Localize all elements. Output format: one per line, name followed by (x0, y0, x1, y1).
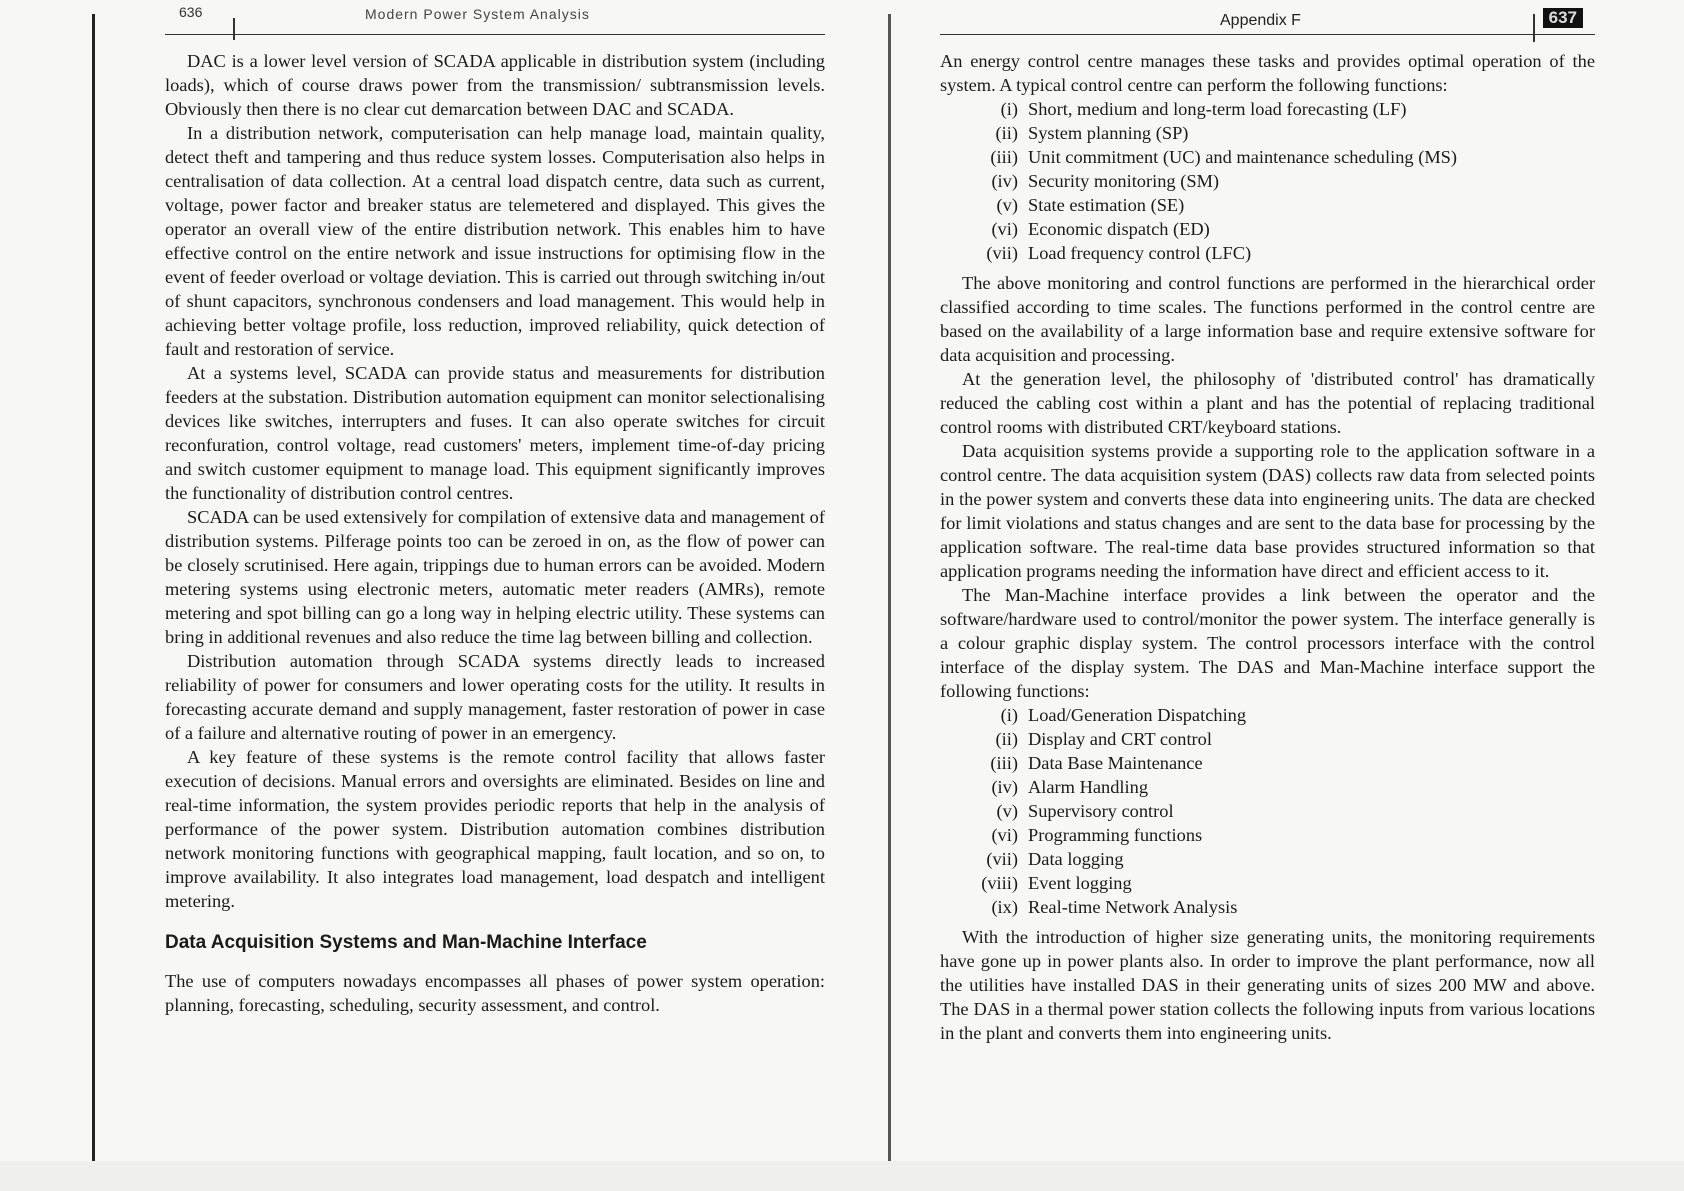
paragraph: In a distribution network, computerisation can help manage load, maintain quality, detect theft and tampering and thus reduce system losses. Computerisation also helps in centralisation of data collection. At a central load dispatch centre, data such as current, voltage, power factor and breaker status are telemetered and displayed. This gives the operator an overall view of the entire distribution network. This enables him to have effective control on the entire network and issue instructions for optimising flow in the event of feeder overload or voltage deviation. This is carried out through switching in/out of shunt capacitors, synchronous condensers and load management. This would help in achieving better voltage profile, loss reduction, improved reliability, quick detection of fault and restoration of service. (165, 123, 825, 359)
right-page (940, 0, 1595, 1191)
paragraph: DAC is a lower level version of SCADA applicable in distribution system (including loads), which of course draws power from the transmission/ subtransmission levels. Obviously then there is no clear cut demarcation between DAC and SCADA. (165, 51, 825, 119)
page-number: 636 (179, 4, 203, 20)
running-head: Modern Power System Analysis (365, 6, 590, 22)
left-page-header (165, 4, 825, 35)
list-item: (vii) Load frequency control (LFC) (986, 243, 1252, 263)
left-page-body (165, 49, 825, 1017)
paragraph: An energy control centre manages these tasks and provides optimal operation of the system. A typical control centre can perform the following functions: (940, 51, 1595, 95)
list-item: (iii) Data Base Maintenance (990, 753, 1203, 773)
list-item: (ii) System planning (SP) (995, 123, 1189, 143)
paragraph: The above monitoring and control functions are performed in the hierarchical order classified according to time scales. The functions performed in the control centre are based on the availability of a large information base and require extensive software for data acquisition and processing. (940, 273, 1595, 365)
das-mmi-functions-list (940, 703, 1595, 919)
list-item: (v) Supervisory control (996, 801, 1174, 821)
paragraph: Distribution automation through SCADA systems directly leads to increased reliability of power for consumers and lower operating costs for the utility. It results in forecasting accurate demand and supply management, faster restoration of power in case of a failure and alternative routing of power in an emergency. (165, 651, 825, 743)
list-item: (iv) Alarm Handling (991, 777, 1149, 797)
paragraph: A key feature of these systems is the remote control facility that allows faster execution of decisions. Manual errors and oversights are eliminated. Besides on line and real-time information, the system provides periodic reports that help in the analysis of performance of the power system. Distribution automation combines distribution network monitoring functions with geographical mapping, fault location, and so on, to improve availability. It also integrates load management, load despatch and intelligent metering. (165, 747, 825, 911)
list-item: (i) Load/Generation Dispatching (1000, 705, 1247, 725)
page-edge (92, 14, 95, 1162)
list-item: (vi) Programming functions (991, 825, 1203, 845)
list-item: (v) State estimation (SE) (996, 195, 1185, 215)
right-page-body (940, 49, 1595, 1045)
paragraph: The use of computers nowadays encompasses all phases of power system operation: planning, forecasting, scheduling, security assessment, and control. (165, 971, 825, 1015)
list-item: (iii) Unit commitment (UC) and maintenance scheduling (MS) (990, 147, 1458, 167)
list-item: (ii) Display and CRT control (995, 729, 1212, 749)
page-number: 637 (1543, 8, 1583, 28)
right-page-header (940, 8, 1595, 35)
paragraph: SCADA can be used extensively for compilation of extensive data and management of distribution systems. Pilferage points too can be zeroed in on, as the flow of power can be closely scrutinised. Here again, trippings due to human errors can be avoided. Modern metering systems using electronic meters, automatic meter readers (AMRs), remote metering and spot billing can go a long way in helping electric utility. These systems can bring in additional revenues and also reduce the time lag between billing and collection. (165, 507, 825, 647)
book-gutter (888, 14, 891, 1162)
paragraph: The Man-Machine interface provides a link between the operator and the software/hardware used to control/monitor the power system. The interface generally is a colour graphic display system. The control processors interface with the control interface of the display system. The DAS and Man-Machine interface support the following functions: (940, 585, 1595, 701)
list-item: (ix) Real-time Network Analysis (991, 897, 1238, 917)
list-item: (iv) Security monitoring (SM) (991, 171, 1220, 191)
control-centre-functions-list (940, 97, 1595, 265)
paragraph: At the generation level, the philosophy of 'distributed control' has dramatically reduced the cabling cost within a plant and has the potential of replacing traditional control rooms with distributed CRT/keyboard stations. (940, 369, 1595, 437)
header-rule-tick (233, 18, 235, 40)
section-heading: Data Acquisition Systems and Man-Machine Interface (165, 932, 647, 953)
running-head: Appendix F (1220, 12, 1301, 29)
paragraph: Data acquisition systems provide a supporting role to the application software in a control centre. The data acquisition system (DAS) collects raw data from selected points in the power system and converts these data into engineering units. The data are checked for limit violations and status changes and are sent to the data base for processing by the application software. The real-time data base provides structured information so that application programs needing the information have direct and efficient access to it. (940, 441, 1595, 581)
list-item: (i) Short, medium and long-term load forecasting (LF) (1000, 99, 1407, 119)
list-item: (vi) Economic dispatch (ED) (991, 219, 1210, 239)
paragraph: At a systems level, SCADA can provide status and measurements for distribution feeders at the substation. Distribution automation equipment can monitor selectionalising devices like switches, interrupters and fuses. It can also operate switches for circuit reconfuration, control voltage, read customers' meters, implement time-of-day pricing and switch customer equipment to manage load. This equipment significantly improves the functionality of distribution control centres. (165, 363, 825, 503)
paragraph: With the introduction of higher size generating units, the monitoring requirements have gone up in power plants also. In order to improve the plant performance, now all the utilities have installed DAS in their generating units of sizes 200 MW and above. The DAS in a thermal power station collects the following inputs from various locations in the plant and converts them into engineering units. (940, 927, 1595, 1043)
header-rule-tick (1533, 14, 1535, 42)
list-item: (viii) Event logging (981, 873, 1132, 893)
left-page (165, 0, 825, 1191)
list-item: (vii) Data logging (986, 849, 1124, 869)
